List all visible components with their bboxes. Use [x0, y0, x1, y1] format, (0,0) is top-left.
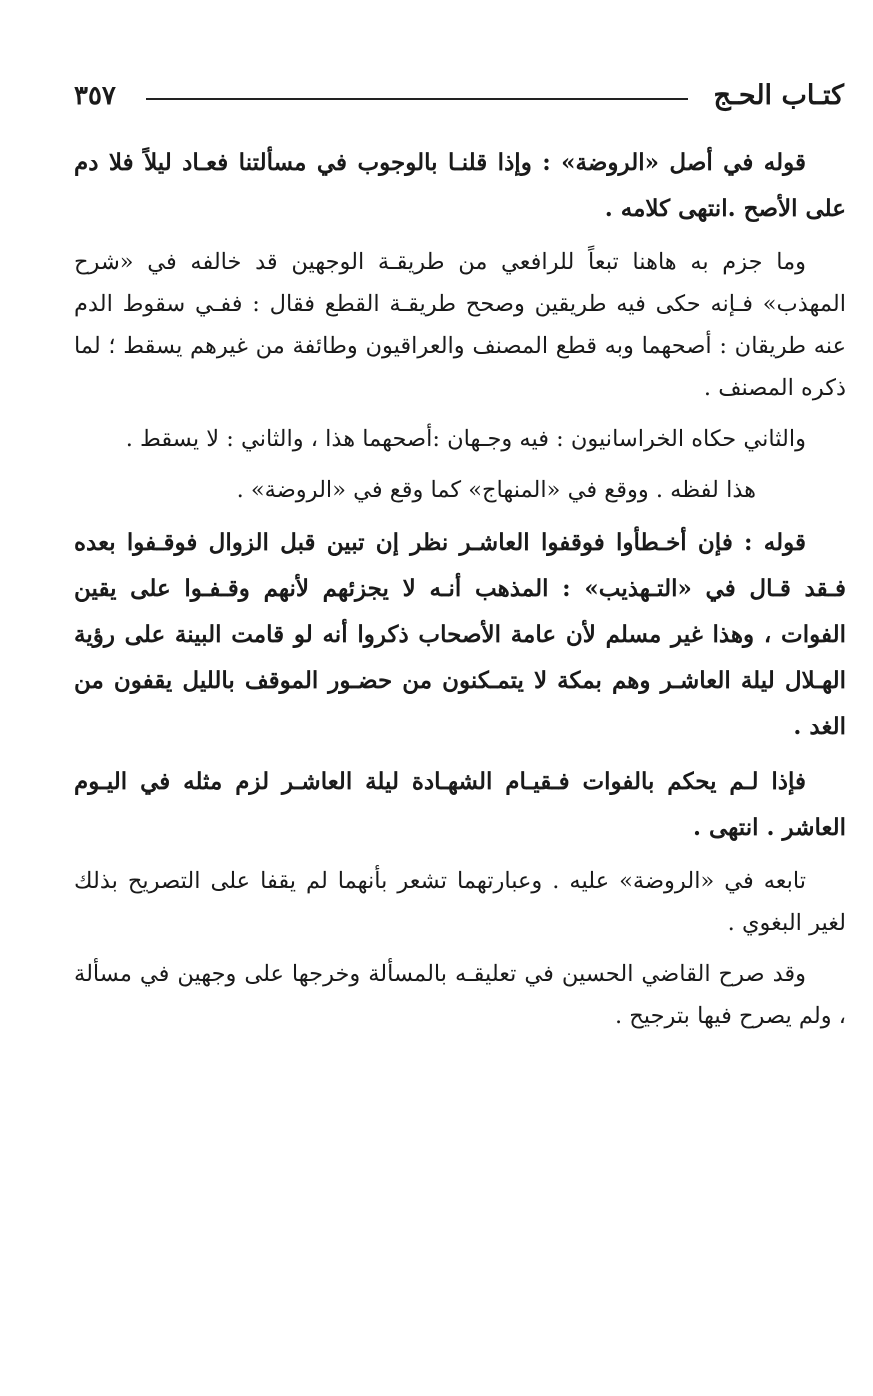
body-text — [74, 140, 846, 1046]
paragraph-1: قوله في أصل «الروضة» : وإذا قلنـا بالوجوب في مسألتنا فعـاد ليلاً فلا دم على الأصح .انتهى كلامه . — [74, 149, 846, 222]
paragraph-8: وقد صرح القاضي الحسين في تعليقـه بالمسألة وخرجها على وجهين في مسألة ، ولم يصرح فيها بترجيح . — [74, 961, 846, 1029]
header-rule — [146, 98, 688, 100]
page-header — [74, 78, 844, 118]
paragraph-4: هذا لفظه . ووقع في «المنهاج» كما وقع في «الروضة» . — [236, 477, 756, 503]
paragraph-5: قوله : فإن أخـطأوا فوقفوا العاشـر نظر إن تبين قبل الزوال فوقـفوا بعده فـقد قـال في «التـهذيب» : المذهب أنـه لا يجزئهم لأنهم وقـفـوا على يقين الفوات ، وهذا غير مسلم لأن عامة الأصحاب ذكروا أنه لو قامت البينة على رؤية الهـلال ليلة العاشـر وهم بمكة لا يتمـكنون من حضـور الموقف بالليل يقفون من الغد . — [74, 529, 846, 740]
paragraph-2: وما جزم به هاهنا تبعاً للرافعي من طريقـة الوجهين قد خالفه في «شرح المهذب» فـإنه حكى فيه طريقين وصحح طريقـة القطع فقال : ففـي سقوط الدم عنه طريقان : أصحهما وبه قطع المصنف والعراقيون وطائفة من غيرهم يسقط ؛ لما ذكره المصنف . — [74, 249, 846, 401]
running-title: كتـاب الحـج — [713, 80, 844, 111]
paragraph-6: فإذا لـم يحكم بالفوات فـقيـام الشهـادة ليلة العاشـر لزم مثله في اليـوم العاشر . انتهى . — [74, 768, 846, 841]
paragraph-7: تابعه في «الروضة» عليه . وعبارتهما تشعر بأنهما لم يقفا على التصريح بذلك لغير البغوي . — [74, 868, 846, 936]
paragraph-3: والثاني حكاه الخراسانيون : فيه وجـهان :أصحهما هذا ، والثاني : لا يسقط . — [125, 426, 806, 452]
page-number: ٣٥٧ — [74, 81, 116, 111]
